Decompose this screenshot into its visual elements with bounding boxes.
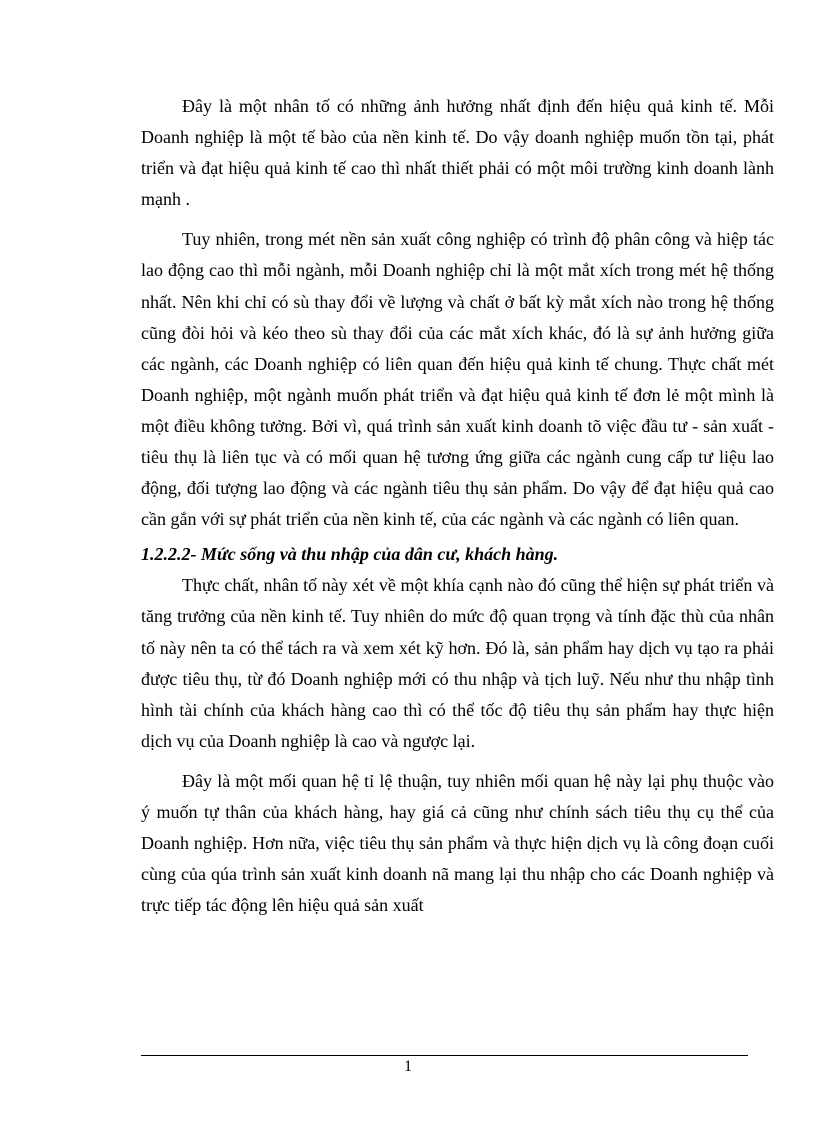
document-body (141, 91, 774, 921)
footer-divider (141, 1055, 748, 1056)
paragraph-environment: Đây là một nhân tố có những ảnh hưởng nhất định đến hiệu quả kinh tế. Mỗi Doanh nghiệp là một tế bào của nền kinh tế. Do vậy doanh nghiệp muốn tồn tại, phát triển và đạt hiệu quả kinh tế cao thì nhất thiết phải có một môi trường kinh doanh lành mạnh . (141, 96, 774, 210)
paragraph-industry-links: Tuy nhiên, trong mét nền sản xuất công nghiệp có trình độ phân công và hiệp tác lao động cao thì mỗi ngành, mỗi Doanh nghiệp chỉ là một mắt xích trong mét hệ thống nhất. Nên khi chỉ có sù thay đổi về lượng và chất ở bất kỳ mắt xích nào trong hệ thống cũng đòi hỏi và kéo theo sù thay đổi của các mắt xích khác, đó là sự ảnh hưởng giữa các ngành, các Doanh nghiệp có liên quan đến hiệu quả kinh tế chung. Thực chất mét Doanh nghiệp, một ngành muốn phát triển và đạt hiệu quả kinh tế đơn lẻ một mình là một điều không tưởng. Bởi vì, quá trình sản xuất kinh doanh tõ việc đầu tư - sản xuất - tiêu thụ là liên tục và có mối quan hệ tương ứng giữa các ngành cung cấp tư liệu lao động, đối tượng lao động và các ngành tiêu thụ sản phẩm. Do vậy để đạt hiệu quả cao cần gắn với sự phát triển của nền kinh tế, của các ngành và các ngành có liên quan. (141, 229, 774, 530)
section-heading: 1.2.2.2- Mức sống và thu nhập của dân cư, khách hàng. (141, 544, 559, 565)
paragraph-income-factor: Thực chất, nhân tố này xét về một khía cạnh nào đó cũng thể hiện sự phát triển và tăng trưởng của nền kinh tế. Tuy nhiên do mức độ quan trọng và tính đặc thù của nhân tố này nên ta có thể tách ra và xem xét kỹ hơn. Đó là, sản phẩm hay dịch vụ tạo ra phải được tiêu thụ, từ đó Doanh nghiệp mới có thu nhập và tịch luỹ. Nếu như thu nhập tình hình tài chính của khách hàng cao thì có thể tốc độ tiêu thụ sản phẩm hay thực hiện dịch vụ của Doanh nghiệp là cao và ngược lại. (141, 575, 774, 751)
paragraph-proportional-relation: Đây là một mối quan hệ tỉ lệ thuận, tuy nhiên mối quan hệ này lại phụ thuộc vào ý muốn tự thân của khách hàng, hay giá cả cũng như chính sách tiêu thụ cụ thể của Doanh nghiệp. Hơn nữa, việc tiêu thụ sản phẩm và thực hiện dịch vụ là công đoạn cuối cùng của qúa trình sản xuất kinh doanh nã mang lại thu nhập cho các Doanh nghiệp và trực tiếp tác động lên hiệu quả sản xuất (141, 770, 774, 916)
page-number: 1 (404, 1058, 412, 1075)
